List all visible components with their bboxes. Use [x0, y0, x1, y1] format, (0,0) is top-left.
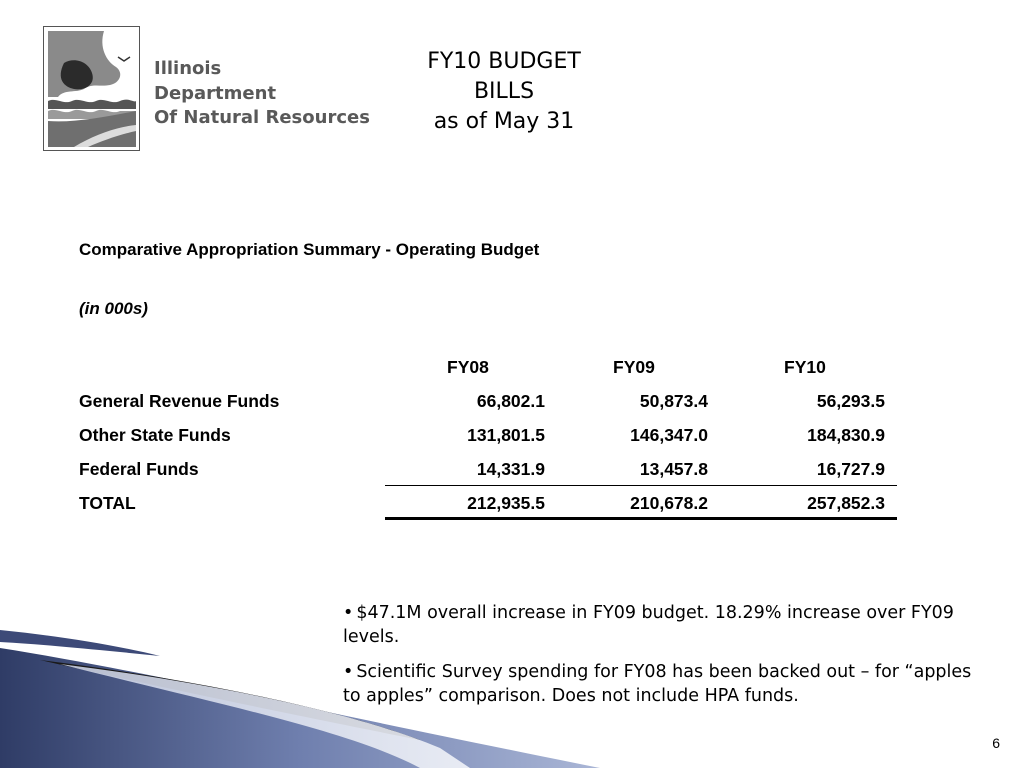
column-header: FY09 [613, 357, 655, 377]
column-header: FY10 [784, 357, 826, 377]
table-cell: 14,331.9 [476, 459, 545, 479]
bullet-list [343, 601, 983, 719]
bullet-text: $47.1M overall increase in FY09 budget. 18.29% increase over FY09 levels. [343, 603, 954, 647]
total-rule [385, 485, 897, 486]
row-label: General Revenue Funds [79, 391, 280, 411]
table-cell-total: 257,852.3 [807, 493, 885, 513]
table-cell: 16,727.9 [816, 459, 885, 479]
row-label-total: TOTAL [79, 493, 136, 513]
table-cell: 13,457.8 [639, 459, 708, 479]
row-label: Federal Funds [79, 459, 199, 479]
table-cell-total: 212,935.5 [467, 493, 545, 513]
table-cell: 50,873.4 [639, 391, 708, 411]
bullet-marker: • [343, 603, 354, 623]
table-cell: 131,801.5 [467, 425, 545, 445]
units-note: (in 000s) [79, 299, 148, 318]
bullet-item [343, 660, 983, 708]
table-cell: 66,802.1 [476, 391, 545, 411]
table-cell-total: 210,678.2 [630, 493, 708, 513]
agency-name-line: Of Natural Resources [154, 107, 370, 128]
summary-heading: Comparative Appropriation Summary - Operating Budget [79, 240, 540, 259]
total-double-rule [385, 517, 897, 520]
bullet-marker: • [343, 662, 354, 682]
title-line-2: BILLS [473, 79, 535, 104]
bullet-item [343, 601, 983, 649]
bullet-text: Scientific Survey spending for FY08 has been backed out – for “apples to apples” comparison. Does not include HPA funds. [343, 662, 972, 706]
title-line-3: as of May 31 [433, 109, 575, 134]
agency-name-line: Department [154, 82, 277, 104]
table-cell: 56,293.5 [816, 391, 885, 411]
agency-name-line: Illinois [154, 58, 222, 79]
title-line-1: FY10 BUDGET [427, 49, 581, 74]
table-cell: 184,830.9 [807, 425, 885, 445]
column-header: FY08 [447, 357, 489, 377]
page-number: 6 [992, 735, 1000, 751]
row-label: Other State Funds [79, 425, 231, 445]
table-cell: 146,347.0 [630, 425, 708, 445]
